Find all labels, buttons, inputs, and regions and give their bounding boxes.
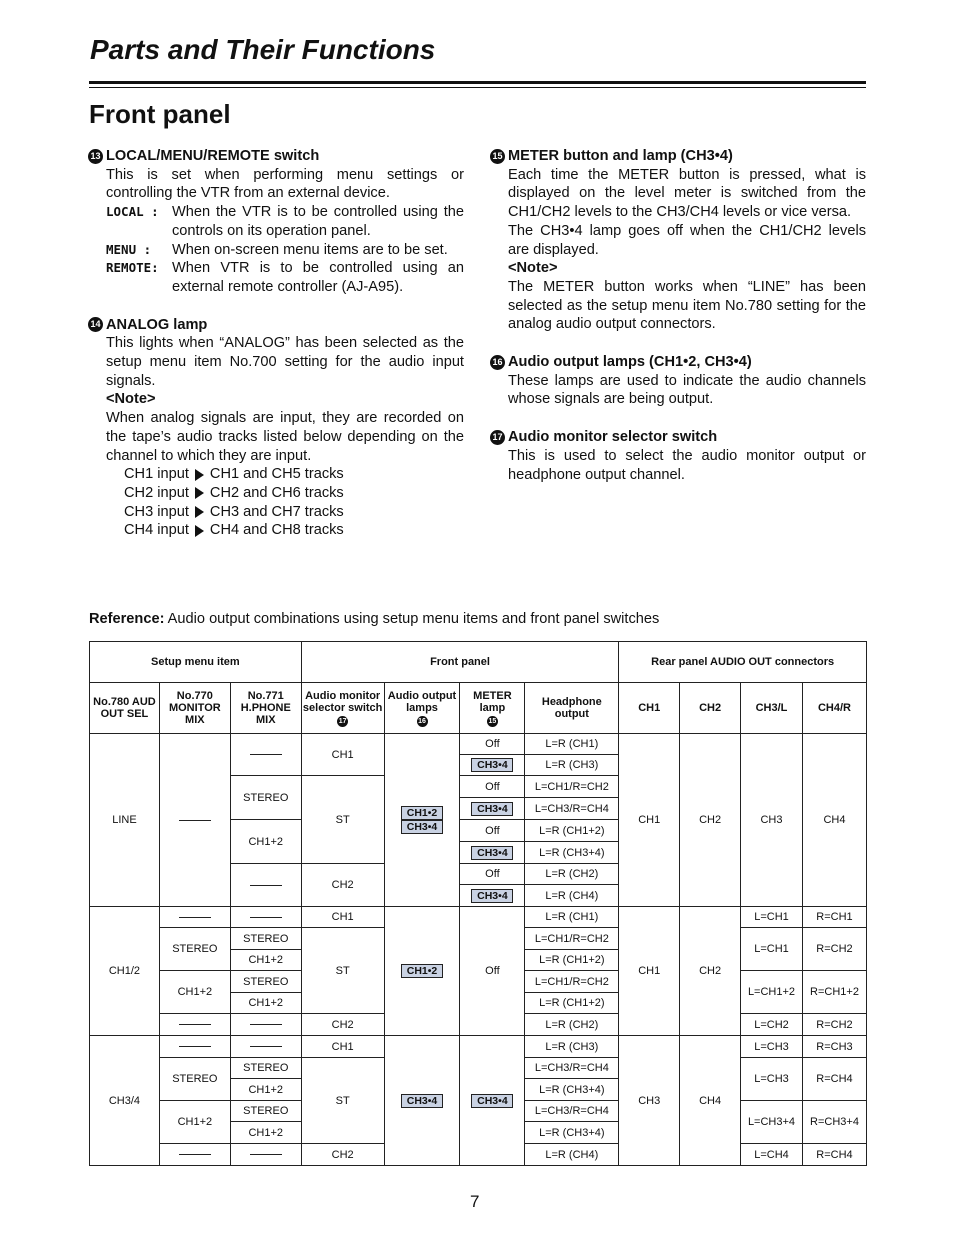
cell: L=R (CH3+4) xyxy=(525,1079,619,1101)
audio-output-table xyxy=(89,641,867,1166)
item-15-title: METER button and lamp (CH3•4) xyxy=(508,148,733,164)
reference-label: Reference: xyxy=(89,611,165,627)
cell: Off xyxy=(460,820,525,842)
cell: CH1+2 xyxy=(159,1101,230,1144)
cell xyxy=(230,864,301,907)
dash xyxy=(179,820,211,821)
cell: CH3 xyxy=(619,1036,680,1166)
cell xyxy=(384,1036,460,1166)
cell: R=CH4 xyxy=(802,1058,866,1101)
reference-line xyxy=(89,611,659,627)
cell: L=R (CH1+2) xyxy=(525,820,619,842)
item-13-title: LOCAL/MENU/REMOTE switch xyxy=(106,148,320,164)
cell: L=CH3+4 xyxy=(741,1101,803,1144)
table-row xyxy=(90,1036,867,1058)
cell xyxy=(460,1036,525,1166)
cell: L=R (CH2) xyxy=(525,864,619,885)
table-row xyxy=(90,907,867,928)
cell: CH4 xyxy=(802,734,866,907)
cell: R=CH2 xyxy=(802,1014,866,1036)
cell xyxy=(159,734,230,907)
cell xyxy=(230,1036,301,1058)
item-14-title: ANALOG lamp xyxy=(106,316,208,333)
cell xyxy=(159,1036,230,1058)
number-17-icon: 17 xyxy=(490,430,505,445)
cell: CH2 xyxy=(680,907,741,1036)
dash xyxy=(250,917,282,918)
cell: STEREO xyxy=(230,1101,301,1122)
map-to: CH3 and CH7 tracks xyxy=(209,503,344,520)
cell: L=CH1/R=CH2 xyxy=(525,971,619,993)
item-17-heading xyxy=(490,428,866,447)
cell: ST xyxy=(301,776,384,864)
remote-key: REMOTE: xyxy=(106,260,159,276)
item-13-heading xyxy=(88,147,464,166)
cell: STEREO xyxy=(230,971,301,993)
item-14-heading xyxy=(88,316,464,335)
number-15-icon: 15 xyxy=(488,717,497,725)
map-from: CH1 input xyxy=(124,466,189,483)
cell: CH2 xyxy=(301,1014,384,1036)
cell: Off xyxy=(460,864,525,885)
number-17-icon: 17 xyxy=(338,717,347,725)
item-13-text: This is set when performing menu settings or controlling the VTR from an external device. xyxy=(106,166,464,202)
remote-setting xyxy=(106,259,464,296)
cell: CH1 xyxy=(619,907,680,1036)
cell: Off xyxy=(460,776,525,798)
cell xyxy=(460,842,525,864)
cell: L=R (CH4) xyxy=(525,885,619,907)
page-title: Parts and Their Functions xyxy=(90,34,436,65)
arrow-right-icon xyxy=(195,469,204,481)
dash xyxy=(179,1154,211,1155)
number-14-icon: 14 xyxy=(88,317,103,332)
cell: R=CH4 xyxy=(802,1144,866,1166)
cell: CH2 xyxy=(680,734,741,907)
item-15-note-text: The METER button works when “LINE” has been selected as the setup menu item No.780 setting for the analog audio output connectors. xyxy=(508,278,866,333)
col-no771: No.771 H.PHONE MIX xyxy=(230,683,301,734)
cell: L=R (CH1) xyxy=(525,907,619,928)
lamp-ch12: CH1•2 xyxy=(401,964,443,978)
cell: Off xyxy=(460,734,525,755)
col-no770: No.770 MONITOR MIX xyxy=(159,683,230,734)
item-15-heading xyxy=(490,147,866,166)
col-meter: METER lamp 15 xyxy=(460,683,525,734)
col-lamps: Audio output lamps 16 xyxy=(384,683,460,734)
dash xyxy=(250,885,282,886)
menu-key: MENU : xyxy=(106,241,152,257)
number-16-icon: 16 xyxy=(418,717,426,725)
meter-lamp: CH3•4 xyxy=(471,846,513,860)
cell xyxy=(460,885,525,907)
item-16-heading xyxy=(490,353,866,372)
col-headphone: Headphone output xyxy=(525,683,619,734)
right-column xyxy=(490,147,866,484)
col-no780: No.780 AUD OUT SEL xyxy=(90,683,160,734)
local-desc: When the VTR is to be controlled using the controls on its operation panel. xyxy=(172,204,464,239)
cell: L=R (CH3) xyxy=(525,1036,619,1058)
input-map-row xyxy=(124,503,464,522)
cell: L=CH3/R=CH4 xyxy=(525,1101,619,1122)
cell: R=CH1+2 xyxy=(802,971,866,1014)
item-17-title: Audio monitor selector switch xyxy=(508,429,718,446)
cell: R=CH2 xyxy=(802,928,866,971)
dash xyxy=(179,1024,211,1025)
cell xyxy=(159,1144,230,1166)
dash xyxy=(250,754,282,755)
col-ch3l: CH3/L xyxy=(741,683,803,734)
cell: CH1+2 xyxy=(230,950,301,971)
menu-desc: When on-screen menu items are to be set. xyxy=(172,241,448,258)
cell: CH1+2 xyxy=(230,1079,301,1101)
map-from: CH2 input xyxy=(124,484,189,501)
cell: L=CH3/R=CH4 xyxy=(525,798,619,820)
cell: CH2 xyxy=(301,1144,384,1166)
cell: CH1 xyxy=(301,1036,384,1058)
title-rule xyxy=(89,81,866,84)
cell xyxy=(384,907,460,1036)
lamp-ch12: CH1•2 xyxy=(401,806,443,820)
cell: L=R (CH1) xyxy=(525,734,619,755)
cell xyxy=(159,1014,230,1036)
cell: CH2 xyxy=(301,864,384,907)
col-ch4r: CH4/R xyxy=(802,683,866,734)
cell: STEREO xyxy=(159,1058,230,1101)
cell: L=CH3 xyxy=(741,1036,803,1058)
item-16-text: These lamps are used to indicate the audio channels whose signals are being output. xyxy=(508,372,866,408)
meter-lamp: CH3•4 xyxy=(471,1094,513,1108)
dash xyxy=(250,1046,282,1047)
reference-text: Audio output combinations using setup menu items and front panel switches xyxy=(164,611,660,627)
cell: CH1+2 xyxy=(230,1122,301,1144)
cell xyxy=(230,907,301,928)
cell xyxy=(230,1144,301,1166)
lamp-ch34: CH3•4 xyxy=(401,820,443,834)
group-rear-header: Rear panel AUDIO OUT connectors xyxy=(619,642,867,683)
item-14-text: This lights when “ANALOG” has been selected as the setup menu item No.700 setting for the audio input signals. xyxy=(106,335,464,389)
cell: L=CH1/R=CH2 xyxy=(525,776,619,798)
cell xyxy=(384,734,460,907)
cell: LINE xyxy=(90,734,160,907)
input-map-row xyxy=(124,465,464,484)
menu-setting xyxy=(106,241,464,260)
cell: CH1 xyxy=(301,734,384,776)
cell: ST xyxy=(301,928,384,1014)
cell: R=CH3+4 xyxy=(802,1101,866,1144)
map-to: CH1 and CH5 tracks xyxy=(209,466,344,483)
item-16-title: Audio output lamps (CH1•2, CH3•4) xyxy=(508,354,752,371)
dash xyxy=(250,1024,282,1025)
cell xyxy=(159,907,230,928)
col-ch1: CH1 xyxy=(619,683,680,734)
dash xyxy=(179,917,211,918)
cell: L=R (CH4) xyxy=(525,1144,619,1166)
cell: CH1 xyxy=(301,907,384,928)
cell: STEREO xyxy=(230,928,301,950)
cell: CH1+2 xyxy=(230,993,301,1014)
arrow-right-icon xyxy=(195,487,204,499)
title-rule-thin xyxy=(89,87,866,88)
cell: R=CH3 xyxy=(802,1036,866,1058)
cell: CH3/4 xyxy=(90,1036,160,1166)
input-map-row xyxy=(124,521,464,540)
cell: CH1+2 xyxy=(230,820,301,864)
table-row xyxy=(90,642,867,683)
map-from: CH3 input xyxy=(124,503,189,520)
table-row xyxy=(90,734,867,755)
meter-lamp: CH3•4 xyxy=(471,758,513,772)
left-column xyxy=(88,147,464,540)
cell: L=R (CH2) xyxy=(525,1014,619,1036)
cell xyxy=(230,734,301,776)
item-14-note-text: When analog signals are input, they are recorded on the tape’s audio tracks listed below depending on the channel to which they are input. xyxy=(106,410,464,464)
cell: R=CH1 xyxy=(802,907,866,928)
item-15-text: Each time the METER button is pressed, what is displayed on the level meter is switched from the CH1/CH2 levels to the CH3/CH4 levels or vice versa. xyxy=(508,166,866,221)
group-front-header: Front panel xyxy=(301,642,619,683)
cell: STEREO xyxy=(159,928,230,971)
local-key: LOCAL : xyxy=(106,204,159,220)
dash xyxy=(179,1046,211,1047)
dash xyxy=(250,1154,282,1155)
lamp-ch34: CH3•4 xyxy=(401,1094,443,1108)
cell: CH3 xyxy=(741,734,803,907)
page-number: 7 xyxy=(470,1192,480,1211)
item-14-note-label: <Note> xyxy=(106,391,156,408)
cell: L=CH1 xyxy=(741,928,803,971)
cell: L=R (CH3+4) xyxy=(525,1122,619,1144)
item-15-note-label: <Note> xyxy=(508,260,558,277)
cell xyxy=(460,755,525,776)
cell: L=CH2 xyxy=(741,1014,803,1036)
item-17-text: This is used to select the audio monitor output or headphone output channel. xyxy=(508,447,866,483)
cell: L=R (CH1+2) xyxy=(525,950,619,971)
cell: L=CH1/R=CH2 xyxy=(525,928,619,950)
cell: CH4 xyxy=(680,1036,741,1166)
cell: CH1 xyxy=(619,734,680,907)
number-16-icon: 16 xyxy=(490,355,505,370)
cell xyxy=(460,798,525,820)
col-selector: Audio monitor selector switch 17 xyxy=(301,683,384,734)
cell: CH1/2 xyxy=(90,907,160,1036)
item-15-text2: The CH3•4 lamp goes off when the CH1/CH2 levels are displayed. xyxy=(508,222,866,258)
meter-lamp: CH3•4 xyxy=(471,802,513,816)
cell: L=R (CH3) xyxy=(525,755,619,776)
group-setup-header: Setup menu item xyxy=(90,642,302,683)
cell: L=R (CH3+4) xyxy=(525,842,619,864)
cell: L=CH4 xyxy=(741,1144,803,1166)
cell: L=CH3 xyxy=(741,1058,803,1101)
cell: Off xyxy=(460,907,525,1036)
remote-desc: When VTR is to be controlled using an external remote controller (AJ-A95). xyxy=(172,260,464,295)
local-setting xyxy=(106,203,464,240)
section-title: Front panel xyxy=(89,99,231,129)
number-13-icon: 13 xyxy=(88,149,103,164)
table-row xyxy=(90,683,867,734)
cell: STEREO xyxy=(230,776,301,820)
cell: L=CH3/R=CH4 xyxy=(525,1058,619,1079)
map-to: CH2 and CH6 tracks xyxy=(209,484,344,501)
cell: CH1+2 xyxy=(159,971,230,1014)
cell: ST xyxy=(301,1058,384,1144)
map-to: CH4 and CH8 tracks xyxy=(209,522,344,539)
cell: L=CH1+2 xyxy=(741,971,803,1014)
cell xyxy=(230,1014,301,1036)
cell: L=R (CH1+2) xyxy=(525,993,619,1014)
map-from: CH4 input xyxy=(124,522,189,539)
arrow-right-icon xyxy=(195,525,204,537)
arrow-right-icon xyxy=(195,506,204,518)
input-map-row xyxy=(124,484,464,503)
cell: L=CH1 xyxy=(741,907,803,928)
cell: STEREO xyxy=(230,1058,301,1079)
number-15-icon: 15 xyxy=(490,149,505,164)
meter-lamp: CH3•4 xyxy=(471,889,513,903)
col-ch2: CH2 xyxy=(680,683,741,734)
